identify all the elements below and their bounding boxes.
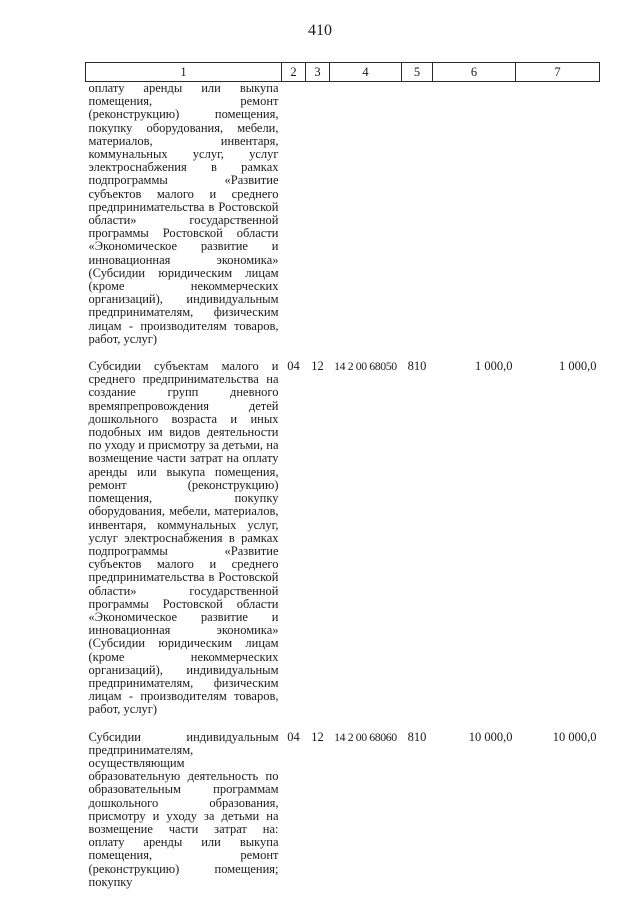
row-expense-type: [402, 82, 433, 347]
row-section: 04: [287, 729, 300, 744]
col-header-3: 3: [306, 63, 330, 82]
row-description: Субсидии индивидуальным предпринимателям, осуществляющим образовательную деятельность по образовательным программам дошкольного образования, присмотру и уходу за детьми на возмещение части затрат на: оплату аренды или выкупа помещения, ремонт (реконструкцию) помещения; покупку: [88, 729, 279, 889]
row-expense-type: 810: [407, 359, 427, 374]
row-target-code: [330, 82, 402, 347]
budget-table: [85, 62, 600, 889]
col-header-1: 1: [86, 63, 282, 82]
row-section: 04: [287, 359, 300, 374]
col-header-2: 2: [282, 63, 306, 82]
row-amount-1: 1 000,0: [475, 359, 513, 374]
row-description: оплату аренды или выкупа помещения, ремонт (реконструкцию) помещения, покупку оборудования, мебели, материалов, инвентаря, коммунальных услуг, услуг электроснабжения в рамках подпрограммы «Развитие субъектов малого и среднего предпринимательства в Ростовской области» государственной программы Ростовской области «Экономическое развитие и инновационная экономика» (Субсидии юридическим лицам (кроме некоммерческих организаций), индивидуальным предпринимателям, физическим лицам - производителям товаров, работ, услуг): [88, 81, 279, 346]
page-number: 410: [308, 22, 332, 39]
table-row: [86, 717, 600, 889]
row-amount-2: [516, 82, 600, 347]
row-amount-2: 1 000,0: [559, 359, 597, 374]
row-section: [282, 82, 306, 347]
col-header-4: 4: [330, 63, 402, 82]
col-header-5: 5: [402, 63, 433, 82]
row-amount-1: [433, 82, 516, 347]
row-amount-1: 10 000,0: [468, 729, 513, 744]
table-row: [86, 82, 600, 347]
row-description: Субсидии субъектам малого и среднего предпринимательства на создание групп дневного времяпрепровождения детей дошкольного возраста и иных подобных им видов деятельности по уходу и присмотру за детьми, на возмещение части затрат на оплату аренды или выкупа помещения, ремонт (реконструкцию) помещения, покупку оборудования, мебели, материалов, инвентаря, коммунальных услуг, услуг электроснабжения в рамках подпрограммы «Развитие субъектов малого и среднего предпринимательства в Ростовской области» государственной программы Ростовской области «Экономическое развитие и инновационная экономика» (Субсидии юридическим лицам (кроме некоммерческих организаций), индивидуальным предпринимателям, физическим лицам - производителям товаров, работ, услуг): [88, 359, 279, 717]
row-subsection: 12: [311, 359, 324, 374]
row-target-code: 14 2 00 68050: [334, 359, 397, 374]
header-row: [86, 63, 600, 82]
row-subsection: 12: [311, 729, 324, 744]
col-header-7: 7: [516, 63, 600, 82]
row-subsection: [306, 82, 330, 347]
row-expense-type: 810: [407, 729, 427, 744]
row-amount-2: 10 000,0: [552, 729, 597, 744]
col-header-6: 6: [433, 63, 516, 82]
row-target-code: 14 2 00 68060: [334, 729, 397, 744]
table-row: [86, 346, 600, 716]
